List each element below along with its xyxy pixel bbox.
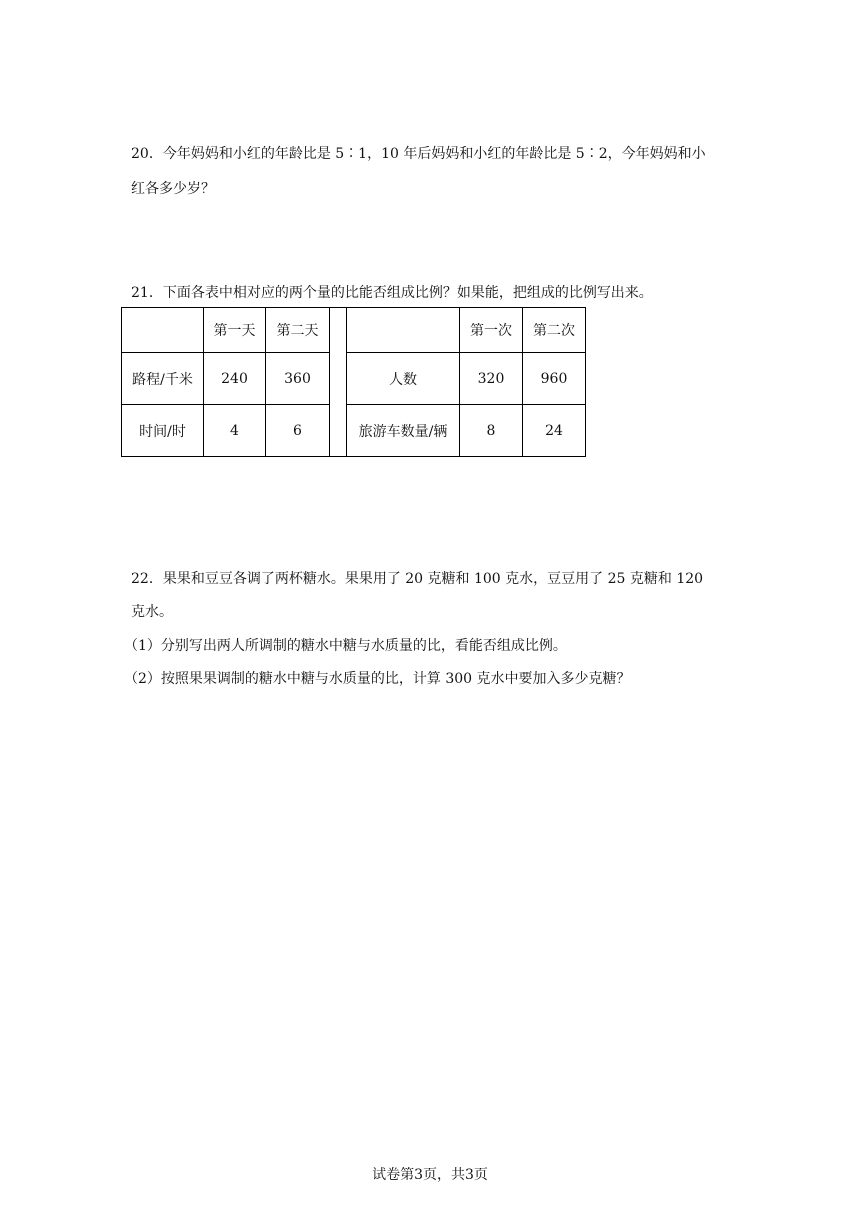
table1-header-day1: 第一天 bbox=[204, 308, 266, 353]
table1-cell: 240 bbox=[204, 353, 266, 405]
question-20-line-1: 20．今年妈妈和小红的年龄比是 5∶1，10 年后妈妈和小红的年龄比是 5∶2，今年妈妈和小 bbox=[131, 146, 706, 162]
question-21-text: 21．下面各表中相对应的两个量的比能否组成比例？如果能，把组成的比例写出来。 bbox=[131, 285, 653, 301]
question-22-sub-2: （2）按照果果调制的糖水中糖与水质量的比，计算 300 克水中要加入多少克糖？ bbox=[124, 671, 631, 687]
table1-cell: 360 bbox=[266, 353, 330, 405]
ratio-tables bbox=[121, 307, 586, 457]
page-footer: 试卷第3页，共3页 bbox=[372, 1167, 488, 1183]
table1-corner-cell bbox=[122, 308, 204, 353]
table2-cell: 320 bbox=[460, 353, 523, 405]
table-row bbox=[122, 405, 586, 457]
table1-cell: 4 bbox=[204, 405, 266, 457]
table1-row-label: 路程/千米 bbox=[122, 353, 204, 405]
table2-row-label: 旅游车数量/辆 bbox=[347, 405, 460, 457]
table2-cell: 960 bbox=[523, 353, 586, 405]
table2-cell: 24 bbox=[523, 405, 586, 457]
table2-header-trip1: 第一次 bbox=[460, 308, 523, 353]
table-header-row bbox=[122, 308, 586, 353]
table1-row-label: 时间/时 bbox=[122, 405, 204, 457]
question-20-line-2: 红各多少岁？ bbox=[131, 181, 215, 197]
table1-cell: 6 bbox=[266, 405, 330, 457]
table2-header-trip2: 第二次 bbox=[523, 308, 586, 353]
table2-cell: 8 bbox=[460, 405, 523, 457]
table-gap-cell bbox=[330, 308, 347, 457]
question-22-line-2: 克水。 bbox=[131, 604, 173, 620]
question-22-line-1: 22．果果和豆豆各调了两杯糖水。果果用了 20 克糖和 100 克水，豆豆用了 25 克糖和 120 bbox=[131, 571, 704, 587]
table2-corner-cell bbox=[347, 308, 460, 353]
table-row bbox=[122, 353, 586, 405]
table2-row-label: 人数 bbox=[347, 353, 460, 405]
table1-header-day2: 第二天 bbox=[266, 308, 330, 353]
question-22-sub-1: （1）分别写出两人所调制的糖水中糖与水质量的比，看能否组成比例。 bbox=[124, 638, 567, 654]
